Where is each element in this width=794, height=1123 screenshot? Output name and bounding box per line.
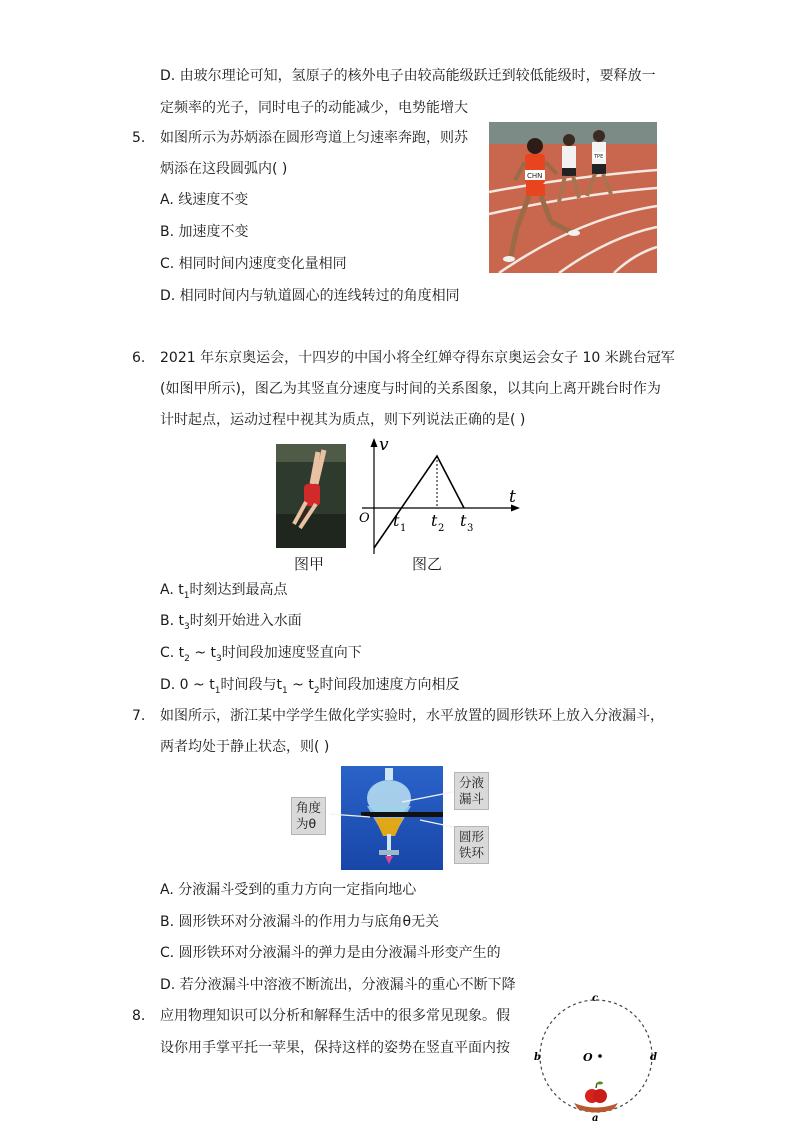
graph-v-axis-label: v bbox=[379, 436, 389, 455]
graph-t-axis-label: t bbox=[509, 487, 516, 507]
q6-stem-line2: (如图甲所示)，图乙为其竖直分速度与时间的关系图象，以其向上离开跳台时作为 bbox=[160, 381, 661, 397]
q5-bib-main: CHN bbox=[527, 172, 543, 180]
circle-label-a: a bbox=[592, 1113, 599, 1123]
q5-option-b: B. 加速度不变 bbox=[160, 224, 249, 240]
q6-stem-line3: 计时起点，运动过程中视其为质点，则下列说法正确的是( ) bbox=[160, 412, 526, 428]
q7-label-angle: 角度 为θ bbox=[291, 797, 326, 835]
q6-stem-line1: 2021 年东京奥运会，十四岁的中国小将全红婵夺得东京奥运会女子 10 米跳台冠军 bbox=[160, 350, 675, 366]
q5-bib-other: TPE bbox=[594, 154, 604, 160]
graph-t1-subscript: 1 bbox=[400, 523, 407, 534]
circle-label-b: b bbox=[534, 1052, 541, 1063]
sprinter-illustration bbox=[489, 122, 657, 273]
q5-stem-line1: 如图所示为苏炳添在圆形弯道上匀速率奔跑，则苏 bbox=[160, 130, 468, 146]
circle-label-d: d bbox=[650, 1052, 657, 1063]
circle-label-c: c bbox=[592, 993, 599, 1004]
diver-illustration bbox=[276, 444, 346, 548]
graph-t2-subscript: 2 bbox=[438, 523, 445, 534]
q5-sprinter-photo bbox=[489, 122, 657, 273]
q5-stem-line2: 炳添在这段圆弧内( ) bbox=[160, 161, 288, 177]
q7-stem-line1: 如图所示，浙江某中学学生做化学实验时，水平放置的圆形铁环上放入分液漏斗， bbox=[160, 708, 664, 724]
q7-option-d: D. 若分液漏斗中溶液不断流出，分液漏斗的重心不断下降 bbox=[160, 977, 516, 993]
graph-t3-label: t bbox=[460, 511, 467, 530]
q6-number: 6. bbox=[132, 350, 146, 366]
q4-option-d-line2: 定频率的光子，同时电子的动能减少，电势能增大 bbox=[160, 100, 468, 116]
q6-option-c: C. $t_2$ ~ $t_3$时间段加速度竖直向下 bbox=[160, 645, 362, 664]
q8-stem-line2: 设你用手掌平托一苹果，保持这样的姿势在竖直平面内按 bbox=[160, 1040, 510, 1056]
q5-number: 5. bbox=[132, 130, 146, 146]
q7-callout-lines bbox=[330, 776, 460, 840]
graph-t2-label: t bbox=[431, 511, 438, 530]
q7-option-b: B. 圆形铁环对分液漏斗的作用力与底角θ无关 bbox=[160, 914, 440, 930]
q5-option-a: A. 线速度不变 bbox=[160, 192, 249, 208]
q8-circle-diagram bbox=[526, 990, 666, 1123]
q6-option-a: A. $t_1$时刻达到最高点 bbox=[160, 582, 288, 601]
q7-label-ring: 圆形 铁环 bbox=[454, 826, 489, 864]
q8-stem-line1: 应用物理知识可以分析和解释生活中的很多常见现象。假 bbox=[160, 1008, 510, 1024]
q6-caption-right: 图乙 bbox=[412, 555, 443, 573]
graph-origin-label: O bbox=[359, 511, 370, 526]
q8-number: 8. bbox=[132, 1008, 146, 1024]
q7-option-c: C. 圆形铁环对分液漏斗的弹力是由分液漏斗形变产生的 bbox=[160, 945, 501, 961]
q6-option-d: D. 0 ~ $t_1$时间段与$t_1$ ~ $t_2$时间段加速度方向相反 bbox=[160, 677, 460, 696]
q7-stem-line2: 两者均处于静止状态，则( ) bbox=[160, 739, 330, 755]
q5-option-d: D. 相同时间内与轨道圆心的连线转过的角度相同 bbox=[160, 288, 460, 304]
q6-diver-photo bbox=[276, 444, 346, 548]
q4-option-d-line1: D. 由玻尔理论可知，氢原子的核外电子由较高能级跃迁到较低能级时，要释放一 bbox=[160, 68, 656, 84]
q6-velocity-time-graph bbox=[352, 436, 528, 558]
apple-hand-icon bbox=[574, 1082, 618, 1113]
q7-label-funnel: 分液 漏斗 bbox=[454, 772, 489, 810]
graph-t3-subscript: 3 bbox=[467, 523, 474, 534]
graph-t1-label: t bbox=[393, 511, 400, 530]
q5-option-c: C. 相同时间内速度变化量相同 bbox=[160, 256, 347, 272]
circle-label-o: O bbox=[583, 1051, 593, 1064]
q6-caption-left: 图甲 bbox=[294, 555, 325, 573]
q7-number: 7. bbox=[132, 708, 146, 724]
q7-option-a: A. 分液漏斗受到的重力方向一定指向地心 bbox=[160, 882, 417, 898]
q6-option-b: B. $t_3$时刻开始进入水面 bbox=[160, 613, 302, 632]
